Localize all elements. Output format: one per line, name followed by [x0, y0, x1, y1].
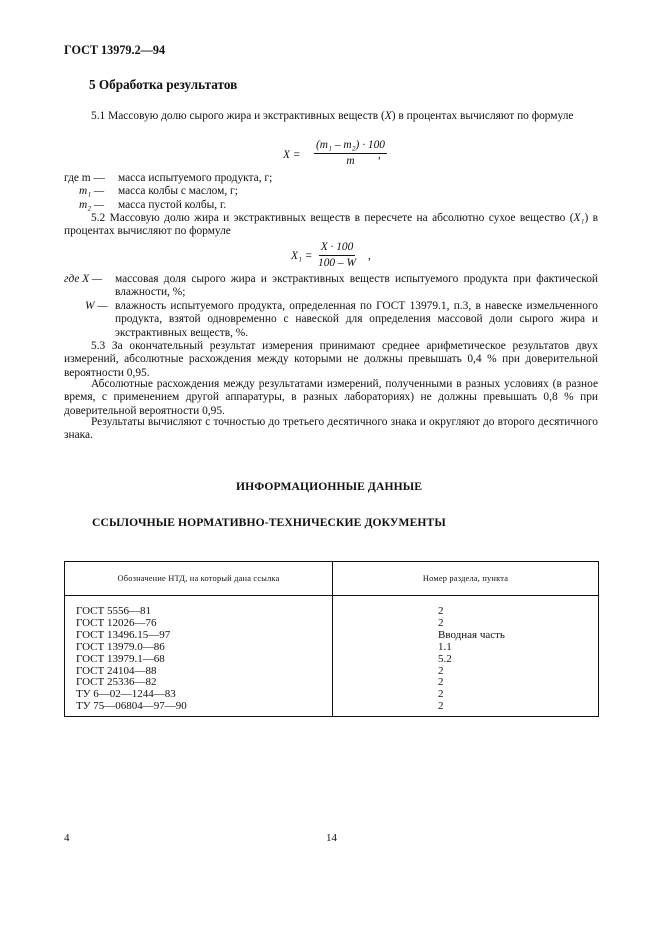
table-row: ГОСТ 13979.0—86 1.1	[65, 642, 599, 654]
page-number-left: 4	[64, 832, 70, 844]
table-row: ГОСТ 13496.15—97 Вводная часть	[65, 630, 599, 642]
table-header-row	[65, 562, 599, 596]
references-title: ССЫЛОЧНЫЕ НОРМАТИВНО-ТЕХНИЧЕСКИЕ ДОКУМЕНТЫ	[92, 516, 446, 529]
paragraph-5-2: 5.2 Массовую долю жира и экстрактивных веществ в пересчете на абсолютно сухое вещество (X₁) в процентах вычисляют по формуле	[64, 212, 598, 238]
document-page: ГОСТ 13979.2—94 5 Обработка результатов 5.1 Массовую долю сырого жира и экстрактивных веществ (X) в процентах вычисляют по формуле X = $\frac{\text{(m₁ – m₂) · 100}}{m}$ , где m — масса испытуемого продукта, г; m₁ — масса колбы с маслом, г; m₂ — масса пустой колбы, г. 5.2 Массовую долю жира и экстрактивных веществ в пересчете на абсолютно сухое вещество (X₁) в процентах вычисляют по формуле X₁ = $\frac{X \cdot 100}{100 - W}$ , где X — массовая доля сырого жира и экстрактивных веществ испытуемого продукта при фактической влажности, %; W — влажность испытуемого продукта, определенная по ГОСТ 13979.1, п.3, в навеске измельченного продукта, взятой одновременно с навеской для определения массовой доли сырого жира и экстрактивных веществ, %. 5.3 За окончательный результат измерения принимают среднее арифметическое результатов двух измерений, абсолютные расхождения между которыми не должны превышать 0,4 % при доверительной вероятности 0,95. Абсолютные расхождения между результатами измерений, полученными в разных условиях (в разное время, с применением другой аппаратуры, в разных лабораториях) не должны превышать 0,8 % при доверительной вероятности 0,95. Результаты вычисляют с точностью до третьего десятичного знака и округляют до второго десятичного знака. ИНФОРМАЦИОННЫЕ ДАННЫЕ ССЫЛОЧНЫЕ НОРМАТИВНО-ТЕХНИЧЕСКИЕ ДОКУМЕНТЫ Обозначение НТД, на который дана ссылка Номер раздела, пункта ГОСТ 5556—81 2 ГОСТ 12026—76 2 ГОСТ 13496.15—97 Вводная часть ГОСТ 13979.0—86 1.1 ГОСТ 13979.1—68 5.2 ГОСТ 24104—88 2 ГОСТ 25336—82 2 ТУ 6—02—1244—83 2 ТУ 75—06804—97—90 2 4 14	[64, 43, 598, 844]
paragraph-results: Результаты вычисляют с точностью до третьего десятичного знака и округляют до второго десятичного знака.	[64, 416, 598, 442]
definitions-1	[64, 172, 598, 212]
table-row: ТУ 6—02—1244—83 2	[65, 689, 599, 701]
table-row: ГОСТ 12026—76 2	[65, 618, 599, 630]
formula-2-fraction: $\frac{X \cdot 100}{100 - W}$	[318, 241, 356, 270]
column-header-section: Номер раздела, пункта	[333, 562, 599, 596]
paragraph-5-3: 5.3 За окончательный результат измерения принимают среднее арифметическое результатов двух измерений, абсолютные расхождения между которыми не должны превышать 0,4 % при доверительной вероятности 0,95.	[64, 340, 598, 379]
table-row: ГОСТ 25336—82 2	[65, 677, 599, 689]
info-data-title: ИНФОРМАЦИОННЫЕ ДАННЫЕ	[236, 480, 423, 493]
table-row: ГОСТ 24104—88 2	[65, 666, 599, 678]
references-table	[64, 561, 599, 717]
definition-row: W — влажность испытуемого продукта, определенная по ГОСТ 13979.1, п.3, в навеске измельченного продукта, взятой одновременно с навеской для определения массовой доли сырого жира и экстрактивных веществ, %.	[85, 299, 598, 339]
definition-row: где X — массовая доля сырого жира и экстрактивных веществ испытуемого продукта при фактической влажности, %;	[64, 273, 598, 299]
standard-header: ГОСТ 13979.2—94	[64, 43, 166, 57]
table-row: ТУ 75—06804—97—90 2	[65, 701, 599, 716]
formula-1-fraction: $\frac{\text{(m₁ – m₂) · 100}}{m}$	[316, 139, 385, 168]
page-number-center: 14	[326, 832, 337, 844]
paragraph-absolute-deviation: Абсолютные расхождения между результатами измерений, полученными в разных условиях (в разное время, с применением другой аппаратуры, в разных лабораториях) не должны превышать 0,8 % при доверительной вероятности 0,95.	[64, 378, 598, 417]
paragraph-5-1: 5.1 Массовую долю сырого жира и экстрактивных веществ (X) в процентах вычисляют по формуле	[91, 110, 574, 122]
definitions-2	[64, 273, 598, 340]
definition-row: m₂ — масса пустой колбы, г.	[79, 198, 227, 211]
section-title: 5 Обработка результатов	[89, 77, 238, 92]
table-row: ГОСТ 13979.1—68 5.2	[65, 654, 599, 666]
table-row: ГОСТ 5556—81 2	[65, 596, 599, 618]
column-header-document: Обозначение НТД, на который дана ссылка	[65, 562, 333, 596]
definition-row: где m — масса испытуемого продукта, г;	[64, 172, 273, 184]
definition-row: m₁ — масса колбы с маслом, г;	[79, 185, 238, 198]
